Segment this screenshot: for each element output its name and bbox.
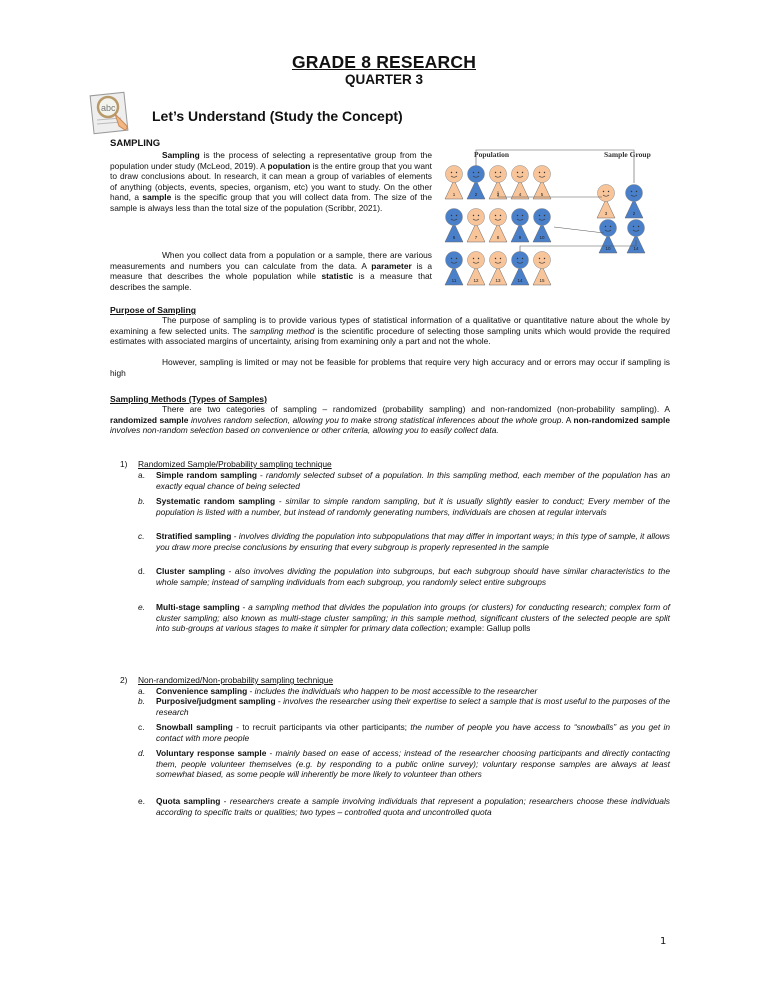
svg-text:11: 11 xyxy=(451,278,457,283)
population-sample-diagram xyxy=(444,143,680,303)
method-description: the number of people you have access to “snowballs” as you get in contact with more people xyxy=(156,722,670,743)
method-description: includes the individuals who happen to be most accessible to the researcher xyxy=(254,686,538,696)
svg-text:10: 10 xyxy=(539,235,545,240)
section-title: Let’s Understand (Study the Concept) xyxy=(152,108,403,124)
method-description: researchers create a sample involving individuals that represent a population; researchers choose these individuals according to specific traits or qualities; two types – controlled quota and uncontrolled quota xyxy=(156,796,670,817)
svg-text:abc: abc xyxy=(101,103,116,113)
sampling-heading: SAMPLING xyxy=(110,138,161,149)
group-title: Randomized Sample/Probability sampling technique xyxy=(138,459,332,469)
method-name: Simple random sampling xyxy=(156,470,257,480)
method-name: Voluntary response sample xyxy=(156,748,267,758)
methods-heading: Sampling Methods (Types of Samples) xyxy=(110,394,267,404)
methods-intro: There are two categories of sampling – randomized (probability sampling) and non-randomized (non-probability sampling). A randomized sample involves random selection, allowing you to make strong statistical inferences about the whole group. A non-randomized sample involves non-random selection based on convenience or other criteria, allowing you to easily collect data. xyxy=(110,404,670,436)
svg-text:8: 8 xyxy=(496,235,500,240)
group-number: 1) xyxy=(120,459,128,469)
sampling-paragraph-2: When you collect data from a population or a sample, there are various measurements and numbers you can calculate from the data. A parameter is a measure that describes the whole population while statistic is a measure that describes the sample. xyxy=(110,250,432,292)
svg-text:12: 12 xyxy=(473,278,479,283)
method-name: Cluster sampling xyxy=(156,566,226,576)
purpose-paragraph-1: The purpose of sampling is to provide various types of statistical information of a qualitative or quantitative nature about the whole by examining a few selected units. The sampling method is the scientific procedure of selecting those sampling units which would provide the required estimates with associated margins of uncertainty, arising from examining only a part and not the whole. xyxy=(110,315,670,347)
svg-text:13: 13 xyxy=(495,278,501,283)
svg-text:1: 1 xyxy=(452,192,456,197)
item-letter: c. xyxy=(138,722,145,732)
purpose-heading: Purpose of Sampling xyxy=(110,305,196,315)
method-name: Stratified sampling xyxy=(156,531,232,541)
document-title: GRADE 8 RESEARCH xyxy=(291,52,477,72)
item-letter: a. xyxy=(138,686,145,696)
purpose-paragraph-2: However, sampling is limited or may not be feasible for problems that require very high accuracy and or errors may occur if sampling is high xyxy=(110,357,670,378)
document-page: GRADE 8 RESEARCH QUARTER 3 abc Let’s Understand (Study the Concept) SAMPLING Sampling is the process of selecting a representative group from the population under study (McLeod, 2019). A population is the entire group that you want to draw conclusions about. In research, it can mean a group of variables of elements of anything (objects, events, species, organism, etc) you want to study. On the other hand, a sample is the specific group that you will collect data from. The size of the sample is always less than the total size of the population (Scribbr, 2021). When you collect data from a population or a sample, there are various measurements and numbers you can calculate from the data. A parameter is a measure that describes the whole population while statistic is a measure that describes the sample. Population Sample Group 1 2 3 4 5 6 7 8 9 10 11 12 13 14 15 3 2 10 14 Purpose of Sampling The purpose of sampling is to provide various types of statistical information of a qualitative or quantitative nature about the whole by examining a few selected units. The sampling method is the scientific procedure of selecting those sampling units which would provide the required estimates with associated margins of uncertainty, arising from examining only a part and not the whole. However, sampling is limited or may not be feasible for problems that require very high accuracy and or errors may occur if sampling is high Sampling Methods (Types of Samples) There are two categories of sampling – randomized (probability sampling) and non-randomized (non-probability sampling). A randomized sample involves random selection, allowing you to make strong statistical inferences about the whole group. A non-randomized sample involves non-random selection based on convenience or other criteria, allowing you to easily collect data. 1) Randomized Sample/Probability sampling technique a. Simple random sampling - randomly selected subset of a population. In this sampling method, each member of the population has an exactly equal chance of being selected b. Systematic random sampling - similar to simple random sampling, but it is usually slightly easier to conduct; Every member of the population is listed with a number, but instead of randomly generating numbers, individuals are chosen at regular intervals c. Stratified sampling - involves dividing the population into subpopulations that may differ in important ways; in this type of sample, it allows you draw more precise conclusions by ensuring that every subgroup is properly represented in the sample d. Cluster sampling - also involves dividing the population into subgroups, but each subgroup should have similar characteristics to the whole sample; instead of sampling individuals from each subgroup, you randomly select entire subgroups e. Multi-stage sampling - a sampling method that divides the population into groups (or clusters) for conducting research; complex form of cluster sampling; also known as multi-stage cluster sampling; in this sample method, significant clusters of the selected people are split into sub-groups at various stages to make it simpler for primary data collection; example: Gallup polls 2) Non-randomized/Non-probability sampling technique a. Convenience sampling - includes the individuals who happen to be most accessible to the researcher b. Purposive/judgment sampling - involves the researcher using their expertise to select a sample that is most useful to the purposes of the research c. Snowball sampling - to recruit participants via other participants; the number of people you have access to “snowballs” as you get in contact with more people d. Voluntary response sample - mainly based on ease of access; instead of the researcher choosing participants and directly contacting them, people volunteer themselves (e.g. by responding to a public online survey); voluntary response samples are always at least somewhat biased, as some people will inherently be more likely to volunteer than others e. Quota sampling - researchers create a sample involving individuals that represent a population; researchers choose these individuals according to specific traits or qualities; two types – controlled quota and uncontrolled quota 1 xyxy=(0,0,768,994)
item-letter: b. xyxy=(138,496,145,506)
population-label: Population xyxy=(474,150,510,159)
item-letter: e. xyxy=(138,602,145,612)
svg-text:5: 5 xyxy=(540,192,544,197)
svg-text:2: 2 xyxy=(632,211,636,216)
method-description: mainly based on ease of access; instead of the researcher choosing participants and directly contacting them, people volunteer themselves (e.g. by responding to a public online survey); voluntary response samples are always at least somewhat biased, as some people will inherently be more likely to volunteer than others xyxy=(156,748,670,780)
method-description: a sampling method that divides the population into groups (or clusters) for conducting research; complex form of cluster sampling; also known as multi-stage cluster sampling; in this sample method, significant clusters of the selected people are split into sub-groups at various stages to make it simpler for primary data collection; xyxy=(156,602,671,634)
method-description: involves dividing the population into subpopulations that may differ in important ways; in this type of sample, it allows you draw more precise conclusions by ensuring that every subgroup is properly represented in the sample xyxy=(156,531,670,552)
method-name: Systematic random sampling xyxy=(156,496,276,506)
group-number: 2) xyxy=(120,675,128,685)
svg-text:2: 2 xyxy=(474,192,478,197)
svg-text:3: 3 xyxy=(496,192,500,197)
sampling-paragraph-1: Sampling is the process of selecting a representative group from the population under study (McLeod, 2019). A population is the entire group that you want to draw conclusions about. In research, it can mean a group of variables of elements of anything (objects, events, species, organism, etc) you want to study. On the other hand, a sample is the specific group that you will collect data from. The size of the sample is always less than the total size of the population (Scribbr, 2021). xyxy=(110,150,432,213)
method-description: similar to simple random sampling, but it is usually slightly easier to conduct; Every member of the population is listed with a number, but instead of randomly generating numbers, individuals are chosen at regular intervals xyxy=(156,496,670,517)
sample-group-label: Sample Group xyxy=(604,150,651,159)
magnifier-document-icon xyxy=(89,90,135,136)
item-letter: b. xyxy=(138,696,145,706)
document-subtitle: QUARTER 3 xyxy=(344,72,423,87)
svg-text:4: 4 xyxy=(518,192,522,197)
method-name: Convenience sampling xyxy=(156,686,248,696)
svg-text:10: 10 xyxy=(605,246,611,251)
method-name: Quota sampling xyxy=(156,796,221,806)
svg-text:6: 6 xyxy=(452,235,456,240)
svg-text:15: 15 xyxy=(539,278,545,283)
method-description: involves the researcher using their expertise to select a sample that is most useful to the purposes of the research xyxy=(156,696,670,717)
svg-text:3: 3 xyxy=(604,211,608,216)
svg-text:14: 14 xyxy=(517,278,523,283)
svg-text:7: 7 xyxy=(474,235,478,240)
method-description: randomly selected subset of a population. In this sampling method, each member of the population has an exactly equal chance of being selected xyxy=(156,470,671,491)
method-name: Purposive/judgment sampling xyxy=(156,696,276,706)
item-letter: c. xyxy=(138,531,145,541)
group-title: Non-randomized/Non-probability sampling technique xyxy=(138,675,334,685)
method-name: Snowball sampling xyxy=(156,722,233,732)
item-letter: a. xyxy=(138,470,145,480)
item-letter: d. xyxy=(138,748,145,758)
page-number: 1 xyxy=(660,936,667,947)
method-description: also involves dividing the population into subgroups, but each subgroup should have similar characteristics to the whole sample; instead of sampling individuals from each subgroup, you randomly select entire subgroups xyxy=(156,566,670,587)
method-name: Multi-stage sampling xyxy=(156,602,240,612)
svg-text:14: 14 xyxy=(633,246,639,251)
item-letter: d. xyxy=(138,566,145,576)
svg-text:9: 9 xyxy=(518,235,522,240)
item-letter: e. xyxy=(138,796,145,806)
